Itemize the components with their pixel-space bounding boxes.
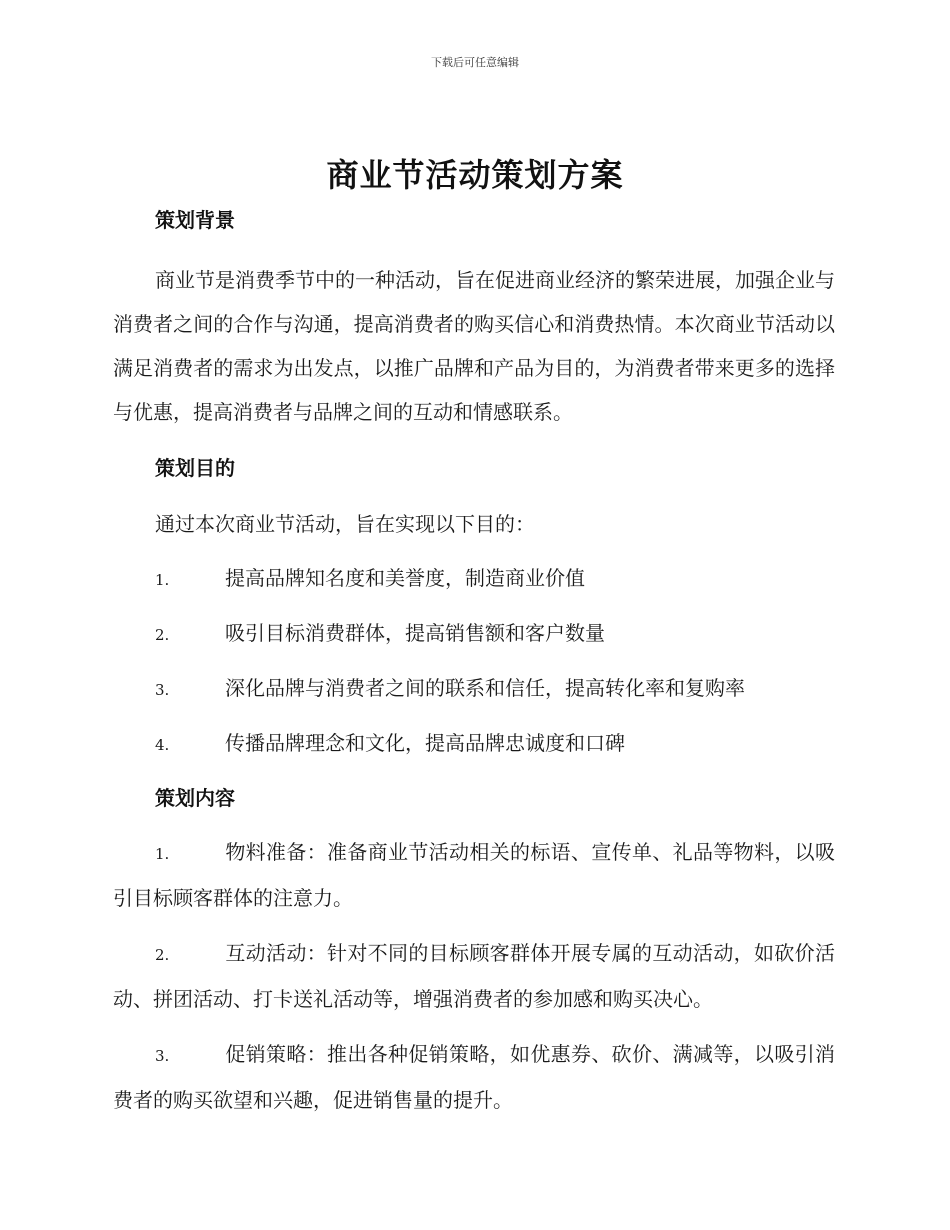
list-text: 吸引目标消费群体，提高销售额和客户数量 bbox=[225, 621, 605, 645]
content-list-item bbox=[113, 1032, 835, 1122]
section-heading-content: 策划内容 bbox=[155, 786, 235, 810]
document-title: 商业节活动策划方案 bbox=[326, 156, 624, 194]
purpose-list-item bbox=[113, 668, 835, 708]
list-text: 提高品牌知名度和美誉度，制造商业价值 bbox=[225, 566, 585, 590]
list-number: 2. bbox=[155, 626, 170, 644]
list-number: 4. bbox=[155, 736, 170, 754]
purpose-intro: 通过本次商业节活动，旨在实现以下目的： bbox=[155, 512, 535, 536]
document-body bbox=[113, 200, 835, 1133]
list-text: 物料准备：准备商业节活动相关的标语、宣传单、礼品等物料，以吸引目标顾客群体的注意力。 bbox=[113, 840, 835, 910]
list-text: 深化品牌与消费者之间的联系和信任，提高转化率和复购率 bbox=[225, 676, 745, 700]
list-number: 3. bbox=[155, 681, 170, 699]
list-text: 传播品牌理念和文化，提高品牌忠诚度和口碑 bbox=[225, 731, 625, 755]
list-number: 2. bbox=[155, 946, 170, 964]
list-text: 互动活动：针对不同的目标顾客群体开展专属的互动活动，如砍价活动、拼团活动、打卡送礼活动等，增强消费者的参加感和购买决心。 bbox=[113, 941, 835, 1011]
content-list-item bbox=[113, 931, 835, 1021]
purpose-list-item bbox=[113, 558, 835, 598]
list-number: 1. bbox=[155, 571, 170, 589]
purpose-list-item bbox=[113, 723, 835, 763]
background-paragraph: 商业节是消费季节中的一种活动，旨在促进商业经济的繁荣进展，加强企业与消费者之间的合作与沟通，提高消费者的购买信心和消费热情。本次商业节活动以满足消费者的需求为出发点，以推广品牌和产品为目的，为消费者带来更多的选择与优惠，提高消费者与品牌之间的互动和情感联系。 bbox=[113, 268, 835, 424]
list-text: 促销策略：推出各种促销策略，如优惠券、砍价、满减等，以吸引消费者的购买欲望和兴趣，促进销售量的提升。 bbox=[113, 1042, 835, 1112]
header-note: 下载后可任意编辑 bbox=[431, 56, 519, 69]
list-number: 3. bbox=[155, 1047, 170, 1065]
list-number: 1. bbox=[155, 845, 170, 863]
section-heading-background: 策划背景 bbox=[155, 208, 235, 232]
content-list-item bbox=[113, 830, 835, 920]
section-heading-purpose: 策划目的 bbox=[155, 456, 235, 480]
purpose-list-item bbox=[113, 613, 835, 653]
